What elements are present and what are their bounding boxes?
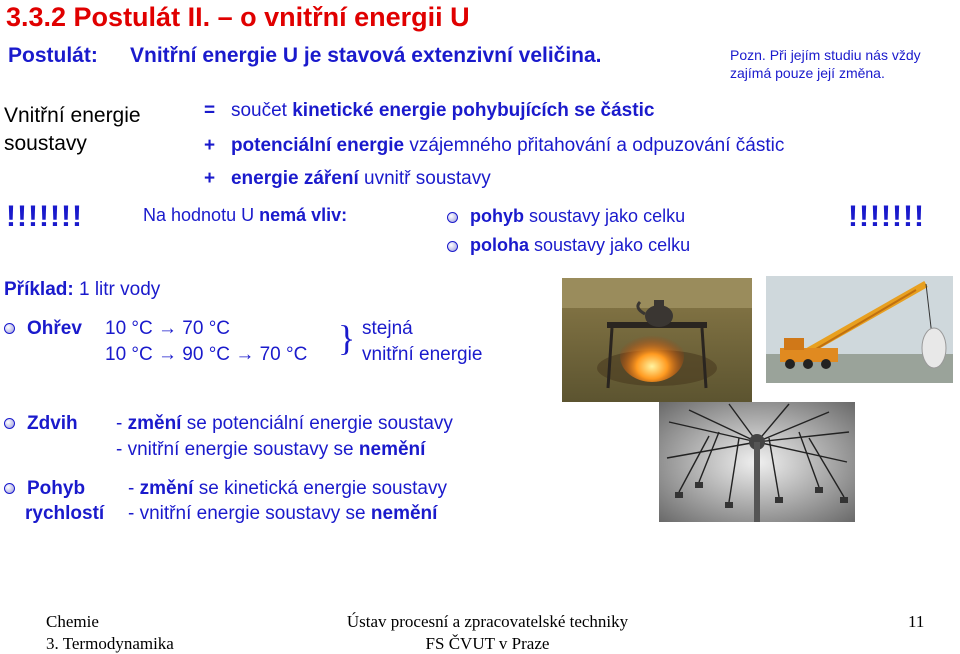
motion-bold: změní <box>139 478 194 499</box>
motion-label <box>4 478 85 500</box>
footer-institute: Ústav procesní a zpracovatelské techniky <box>346 612 629 631</box>
definition-text: vzájemného přitahování a odpuzování částic <box>409 135 785 156</box>
footer-faculty: FS ČVUT v Praze <box>425 634 550 653</box>
definition-bold: energie záření <box>230 168 359 189</box>
motion-title-2: rychlostí <box>25 503 105 524</box>
motion-title-1: Pohyb <box>27 478 86 499</box>
no-effect-bold: nemá vliv: <box>259 205 348 225</box>
definition-text: součet <box>230 100 287 121</box>
lift-line-1 <box>116 413 453 435</box>
footer-course: Chemie <box>46 612 99 631</box>
carousel-photo <box>659 402 855 522</box>
exclamation-left: !!!!!!! <box>6 200 83 233</box>
lift-label <box>4 413 78 435</box>
temp-value: 10 °C <box>105 344 153 365</box>
internal-energy-line2: soustavy <box>4 132 87 155</box>
bullet-icon <box>447 241 458 252</box>
lift-bold: nemění <box>358 439 426 460</box>
note: Pozn. Při jejím studiu nás vždy zajímá pouze její změna. <box>730 47 921 81</box>
example-label <box>4 279 160 301</box>
no-effect-item <box>447 235 690 256</box>
heating-title: Ohřev <box>27 318 82 339</box>
internal-energy-label <box>4 102 194 158</box>
definition-bold: potenciální energie <box>230 135 405 156</box>
motion-text: se kinetická energie soustavy <box>198 478 447 499</box>
bullet-icon <box>4 418 15 429</box>
temp-value: 70 °C <box>259 344 308 365</box>
arrow-right-icon: → <box>158 344 178 365</box>
footer-chapter: 3. Termodynamika <box>46 634 174 653</box>
postulat-text: Vnitřní energie U je stavová extenzivní veličina. <box>130 44 602 67</box>
item-bold: pohyb <box>470 206 524 226</box>
item-bold: poloha <box>470 235 529 255</box>
arrow-right-icon: → <box>235 344 255 365</box>
definition-op: + <box>204 135 216 156</box>
definition-row-3 <box>204 168 491 190</box>
heating-line-1 <box>105 318 230 340</box>
lift-bold: změní <box>127 413 182 434</box>
campfire-photo <box>562 278 752 402</box>
motion-line-1 <box>128 478 447 500</box>
definition-row-1 <box>204 100 654 122</box>
postulat-label: Postulát: <box>8 44 98 67</box>
no-effect-text: Na hodnotu U <box>143 205 255 225</box>
lift-text: - vnitřní energie soustavy se <box>116 439 354 460</box>
temp-value: 70 °C <box>182 318 231 339</box>
item-text: soustavy jako celku <box>534 235 691 255</box>
definition-op: = <box>204 100 216 121</box>
bullet-icon <box>447 212 458 223</box>
brace-icon: } <box>338 318 356 358</box>
no-effect-label <box>143 205 347 226</box>
no-effect-item <box>447 206 685 227</box>
lift-text: se potenciální energie soustavy <box>186 413 453 434</box>
definition-bold: kinetické energie pohybujících se částic <box>292 100 655 121</box>
page-title: 3.3.2 Postulát II. – o vnitřní energii U <box>6 2 470 32</box>
motion-bold: nemění <box>370 503 438 524</box>
example-text: 1 litr vody <box>78 279 161 300</box>
definition-row-2 <box>204 135 784 157</box>
arrow-right-icon: → <box>158 318 178 339</box>
heating-line-2 <box>105 344 307 366</box>
temp-value: 10 °C <box>105 318 153 339</box>
motion-line-2 <box>128 503 437 525</box>
crane-photo <box>766 276 953 383</box>
dash: - <box>116 413 123 434</box>
page-number: 11 <box>908 612 925 631</box>
heating-label <box>4 318 82 340</box>
motion-text: - vnitřní energie soustavy se <box>128 503 366 524</box>
bullet-icon <box>4 323 15 334</box>
internal-energy-line1: Vnitřní energie <box>4 104 141 127</box>
item-text: soustavy jako celku <box>529 206 686 226</box>
dash: - <box>128 478 135 499</box>
bullet-icon <box>4 483 15 494</box>
example-bold: Příklad: <box>4 279 74 300</box>
definition-text: uvnitř soustavy <box>364 168 491 189</box>
lift-line-2 <box>116 439 425 461</box>
temp-value: 90 °C <box>182 344 231 365</box>
definition-op: + <box>204 168 216 189</box>
heating-result-1: stejná <box>362 318 413 339</box>
exclamation-right: !!!!!!! <box>848 200 925 233</box>
lift-title: Zdvih <box>27 413 78 434</box>
heating-result-2: vnitřní energie <box>362 344 483 365</box>
